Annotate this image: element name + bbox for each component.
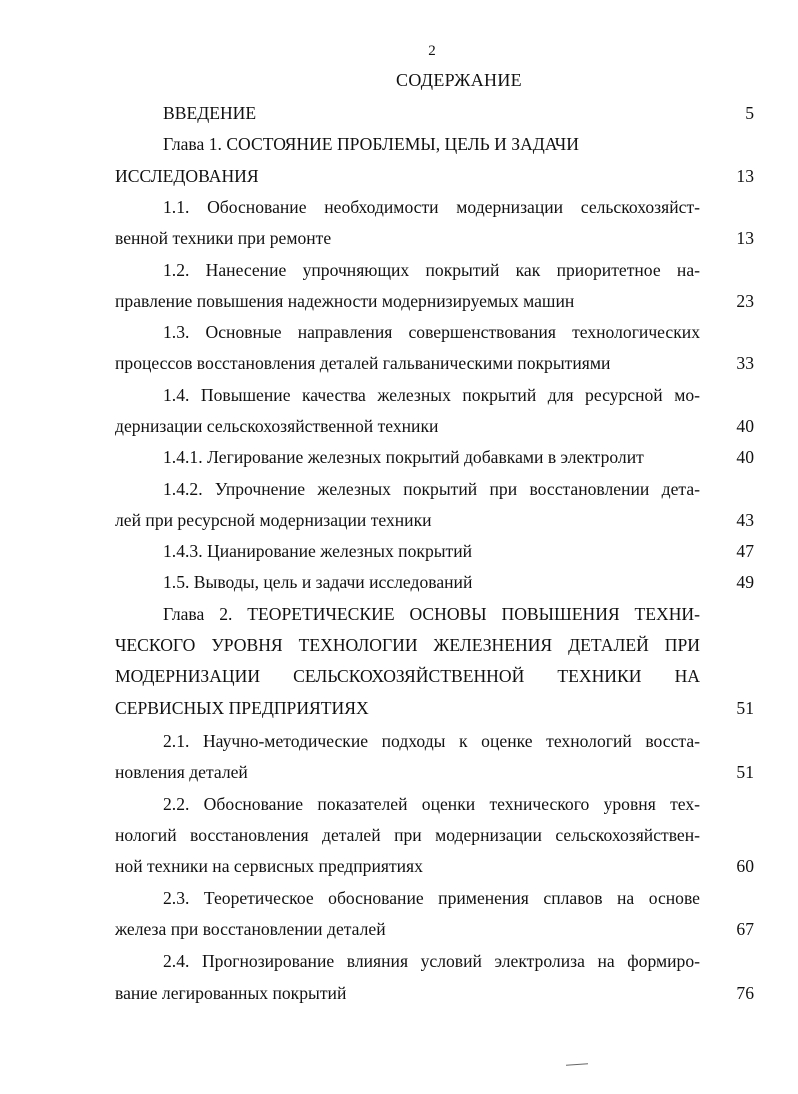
toc-entry-line: нологий восстановления деталей при модернизации сельскохозяйствен- — [115, 825, 700, 845]
toc-chapter-heading: Глава 2. ТЕОРЕТИЧЕСКИЕ ОСНОВЫ ПОВЫШЕНИЯ ТЕХНИ- — [163, 604, 700, 624]
toc-page-number: 76 — [736, 983, 754, 1003]
toc-chapter-heading: СЕРВИСНЫХ ПРЕДПРИЯТИЯХ — [115, 698, 369, 718]
toc-entry-line: 1.3. Основные направления совершенствования технологических — [163, 322, 700, 342]
toc-page-number: 43 — [736, 510, 754, 530]
toc-page-number: 23 — [736, 291, 754, 311]
toc-entry-line: правление повышения надежности модернизируемых машин — [115, 291, 575, 311]
toc-page-number: 51 — [736, 762, 754, 782]
toc-page-number: 51 — [736, 698, 754, 718]
toc-page-number: 33 — [736, 353, 754, 373]
toc-page-number: 67 — [736, 919, 754, 939]
toc-entry-line: ной техники на сервисных предприятиях — [115, 856, 423, 876]
toc-page-number: 40 — [736, 447, 754, 467]
toc-entry-line: 2.4. Прогнозирование влияния условий электролиза на формиро- — [163, 951, 700, 971]
toc-page-number: 49 — [736, 572, 754, 592]
toc-entry-line: 1.4.2. Упрочнение железных покрытий при восстановлении дета- — [163, 479, 700, 499]
page-number: 2 — [428, 43, 436, 59]
toc-entry-line: 1.4.1. Легирование железных покрытий добавками в электролит — [163, 447, 644, 467]
toc-page-number: 13 — [736, 228, 754, 248]
toc-entry-line: процессов восстановления деталей гальваническими покрытиями — [115, 353, 611, 373]
toc-chapter-heading: ИССЛЕДОВАНИЯ — [115, 166, 259, 186]
toc-entry-line: дернизации сельскохозяйственной техники — [115, 416, 439, 436]
toc-entry-line: венной техники при ремонте — [115, 228, 332, 248]
toc-page-number: 40 — [736, 416, 754, 436]
toc-chapter-heading: Глава 1. СОСТОЯНИЕ ПРОБЛЕМЫ, ЦЕЛЬ И ЗАДАЧИ — [163, 134, 579, 154]
toc-entry-intro-line: ВВЕДЕНИЕ — [163, 103, 257, 123]
toc-entry-line: 2.1. Научно-методические подходы к оценке технологий восста- — [163, 731, 700, 751]
toc-chapter-heading: МОДЕРНИЗАЦИИ СЕЛЬСКОХОЗЯЙСТВЕННОЙ ТЕХНИКИ НА — [115, 666, 700, 686]
toc-entry-line: новления деталей — [115, 762, 248, 782]
toc-entry-line: 2.2. Обоснование показателей оценки технического уровня тех- — [163, 794, 700, 814]
toc-page-number: 5 — [745, 103, 754, 123]
toc-entry-line: 1.4. Повышение качества железных покрытий для ресурсной мо- — [163, 385, 700, 405]
page-title: СОДЕРЖАНИЕ — [396, 70, 522, 90]
toc-entry-line: вание легированных покрытий — [115, 983, 347, 1003]
toc-page-number: 60 — [736, 856, 754, 876]
toc-entry-line: 1.1. Обоснование необходимости модернизации сельскохозяйст- — [163, 197, 700, 217]
toc-page-number: 13 — [736, 166, 754, 186]
toc-chapter-heading: ЧЕСКОГО УРОВНЯ ТЕХНОЛОГИИ ЖЕЛЕЗНЕНИЯ ДЕТАЛЕЙ ПРИ — [115, 635, 700, 655]
toc-entry-line: 2.3. Теоретическое обоснование применения сплавов на основе — [163, 888, 700, 908]
toc-page-number: 47 — [736, 541, 754, 561]
toc-entry-line: 1.4.3. Цианирование железных покрытий — [163, 541, 473, 561]
toc-entry-line: лей при ресурсной модернизации техники — [115, 510, 432, 530]
toc-entry-line: 1.5. Выводы, цель и задачи исследований — [163, 572, 473, 592]
toc-entry-line: 1.2. Нанесение упрочняющих покрытий как приоритетное на- — [163, 260, 700, 280]
toc-entry-line: железа при восстановлении деталей — [115, 919, 386, 939]
